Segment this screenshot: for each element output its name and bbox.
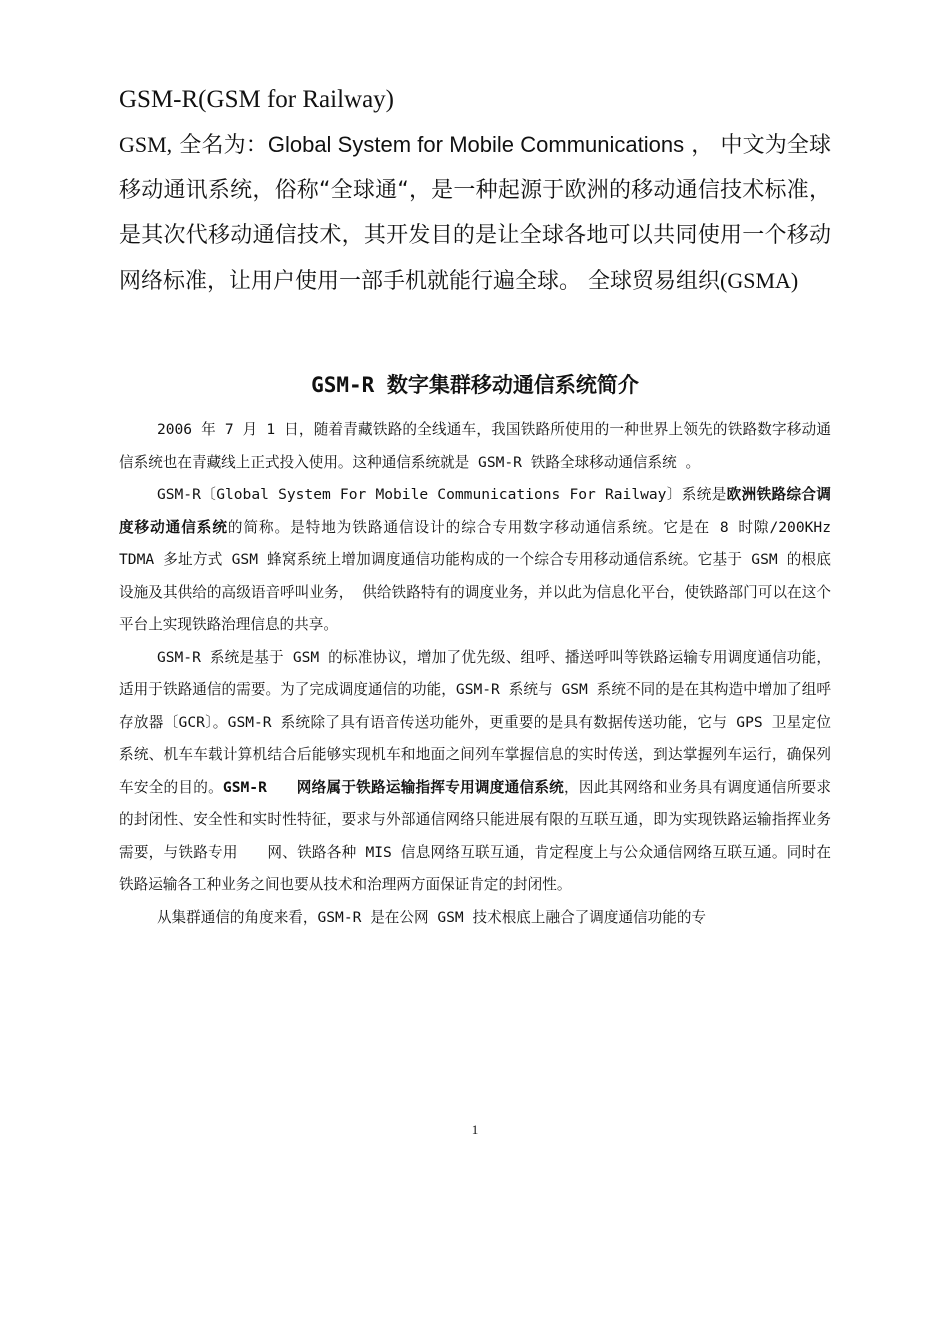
section-title: GSM-R 数字集群移动通信系统简介 <box>311 373 639 397</box>
paragraph-2 <box>119 479 831 642</box>
intro-org-abbr: (GSMA) <box>720 268 799 293</box>
page-number: 1 <box>471 1122 479 1137</box>
paragraph-1: 2006 年 7 月 1 日，随着青藏铁路的全线通车，我国铁路所使用的一种世界上领先的铁路数字移动通信系统也在青藏线上正式投入使用。这种通信系统就是 GSM-R 铁路全球移动通信系统 。 <box>119 421 831 471</box>
paragraph-2-bold: 欧洲铁路综合调度移动通信系统 <box>119 486 831 536</box>
intro-full-name-prefix: 全名为： <box>172 133 268 158</box>
document-heading: GSM-R(GSM for Railway) <box>119 86 394 113</box>
intro-paragraph <box>119 122 876 304</box>
paragraph-2-text-a: GSM-R〔Global System For Mobile Communications For Railway〕系统是 <box>156 486 727 503</box>
intro-full-name: Global System for Mobile Communications <box>267 132 685 157</box>
intro-description: ， 中文为全球移动通讯系统，俗称“全球通“，是一种起源于欧洲的移动通信技术标准，是其次代移动通信技术，其开发目的是让全球各地可以共同使用一个移动 网络标准，让用户使用一部手机就能行遍全球。 全球贸易组织 <box>119 133 876 294</box>
paragraph-2-text-b: 的简称。是特地为铁路通信设计的综合专用数字移动通信系统。它是在 8 时隙/200KHz TDMA 多址方式 GSM 蜂窝系统上增加调度通信功能构成的一个综合专用移动通信系统。它基于 GSM 的根底设施及其供给的高级语音呼叫业务， 供给铁路特有的调度业务，并以此为信息化平台，使铁路部门可以在这个平台上实现铁路治理信息的共享。 <box>119 518 831 633</box>
paragraph-3-text-b: ，因此其网络和业务具有调度通信所要求的封闭性、安全性和实时性特征，要求与外部通信网络只能进展有限的互联互通，即为实现铁路运输指挥业务需要，与铁路专用 网、铁路各种 MIS 信息网络互联互通，肯定程度上与公众通信网络互联互通。同时在铁路运输各工种业务之间也要从技术和治理两方面保证肯定的封闭性。 <box>119 778 831 893</box>
paragraph-3-bold: GSM-R 网络属于铁路运输指挥专用调度通信系统 <box>222 778 565 796</box>
paragraph-4: 从集群通信的角度来看，GSM-R 是在公网 GSM 技术根底上融合了调度通信功能的专 <box>156 908 707 926</box>
paragraph-3 <box>119 642 831 902</box>
paragraph-3-text-a: GSM-R 系统是基于 GSM 的标准协议，增加了优先级、组呼、播送呼叫等铁路运输专用调度通信功能，适用于铁路通信的需要。为了完成调度通信的功能，GSM-R 系统与 GSM 系统不同的是在其构造中增加了组呼存放器〔GCR〕。GSM-R 系统除了具有语音传送功能外，更重要的是具有数据传送功能，它与 GPS 卫星定位系统、机车车载计算机结合后能够实现机车和地面之间列车掌握信息的实时传送，到达掌握列车运行，确保列车安全的目的。 <box>119 648 831 796</box>
document-content <box>119 84 876 934</box>
intro-label: GSM, <box>119 132 173 157</box>
